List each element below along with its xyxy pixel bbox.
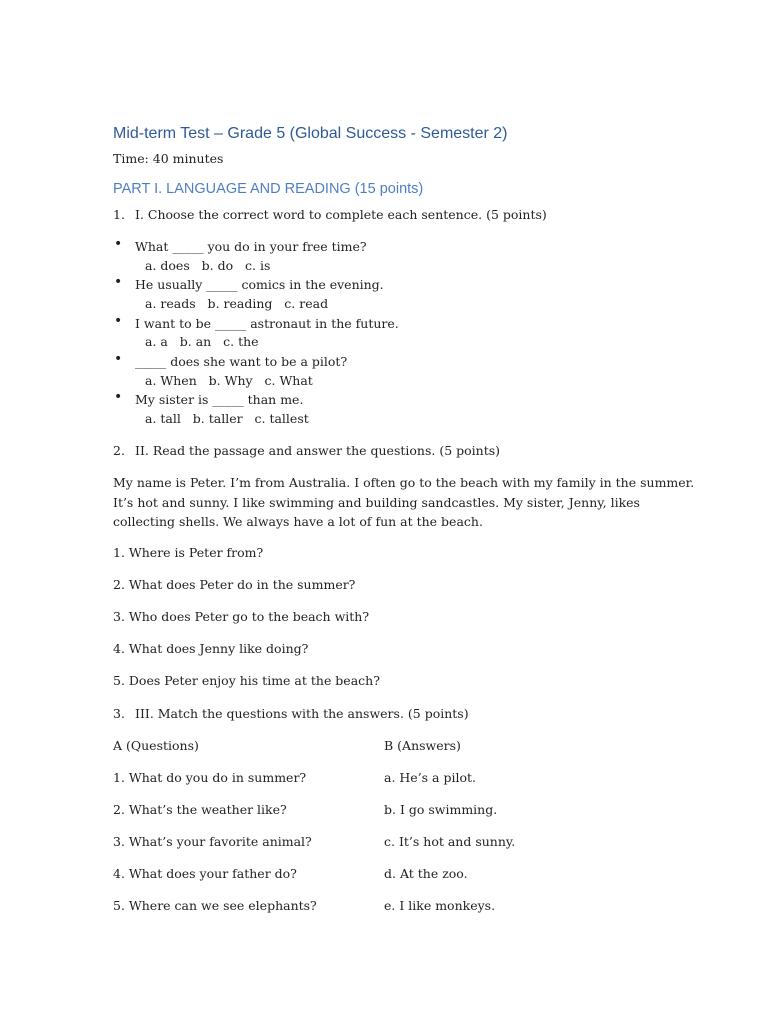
reading-question: 4. What does Jenny like doing? [113,641,309,656]
reading-question: 5. Does Peter enjoy his time at the beach? [113,673,380,688]
section1-instruction: I. Choose the correct word to complete each sentence. (5 points) [135,207,547,222]
mc-question: My sister is _____ than me. [135,392,304,407]
match-answer: d. At the zoo. [384,866,468,881]
bullet-icon: • [114,351,123,367]
column-a-header: A (Questions) [113,738,199,753]
mc-options: a. a b. an c. the [145,334,259,349]
bullet-icon: • [114,236,123,252]
bullet-icon: • [114,313,123,329]
match-question: 4. What does your father do? [113,866,297,881]
section3-number: 3. [113,706,125,721]
mc-question: I want to be _____ astronaut in the future. [135,316,399,331]
reading-question: 2. What does Peter do in the summer? [113,577,356,592]
reading-question: 1. Where is Peter from? [113,545,264,560]
match-answer: c. It’s hot and sunny. [384,834,516,849]
time-limit: Time: 40 minutes [113,151,224,166]
part1-heading: PART I. LANGUAGE AND READING (15 points) [113,181,424,197]
section2-number: 2. [113,443,125,458]
mc-question: _____ does she want to be a pilot? [135,354,348,369]
section3-instruction: III. Match the questions with the answers. (5 points) [135,706,469,721]
match-answer: a. He’s a pilot. [384,770,477,785]
match-question: 3. What’s your favorite animal? [113,834,312,849]
passage-line: collecting shells. We always have a lot of fun at the beach. [113,514,483,529]
mc-question: He usually _____ comics in the evening. [135,277,384,292]
mc-options: a. reads b. reading c. read [145,296,329,311]
match-question: 5. Where can we see elephants? [113,898,317,913]
reading-question: 3. Who does Peter go to the beach with? [113,609,370,624]
match-question: 1. What do you do in summer? [113,770,307,785]
section1-number: 1. [113,207,125,222]
match-answer: e. I like monkeys. [384,898,496,913]
column-b-header: B (Answers) [384,738,461,753]
mc-question: What _____ you do in your free time? [135,239,367,254]
mc-options: a. does b. do c. is [145,258,271,273]
bullet-icon: • [114,389,123,405]
bullet-icon: • [114,274,123,290]
passage-line: It’s hot and sunny. I like swimming and building sandcastles. My sister, Jenny, likes [113,495,640,510]
document-title: Mid-term Test – Grade 5 (Global Success - Semester 2) [113,125,508,142]
passage-line: My name is Peter. I’m from Australia. I often go to the beach with my family in the summer. [113,475,695,490]
section2-instruction: II. Read the passage and answer the questions. (5 points) [135,443,501,458]
mc-options: a. tall b. taller c. tallest [145,411,309,426]
match-question: 2. What’s the weather like? [113,802,287,817]
match-answer: b. I go swimming. [384,802,498,817]
mc-options: a. When b. Why c. What [145,373,313,388]
